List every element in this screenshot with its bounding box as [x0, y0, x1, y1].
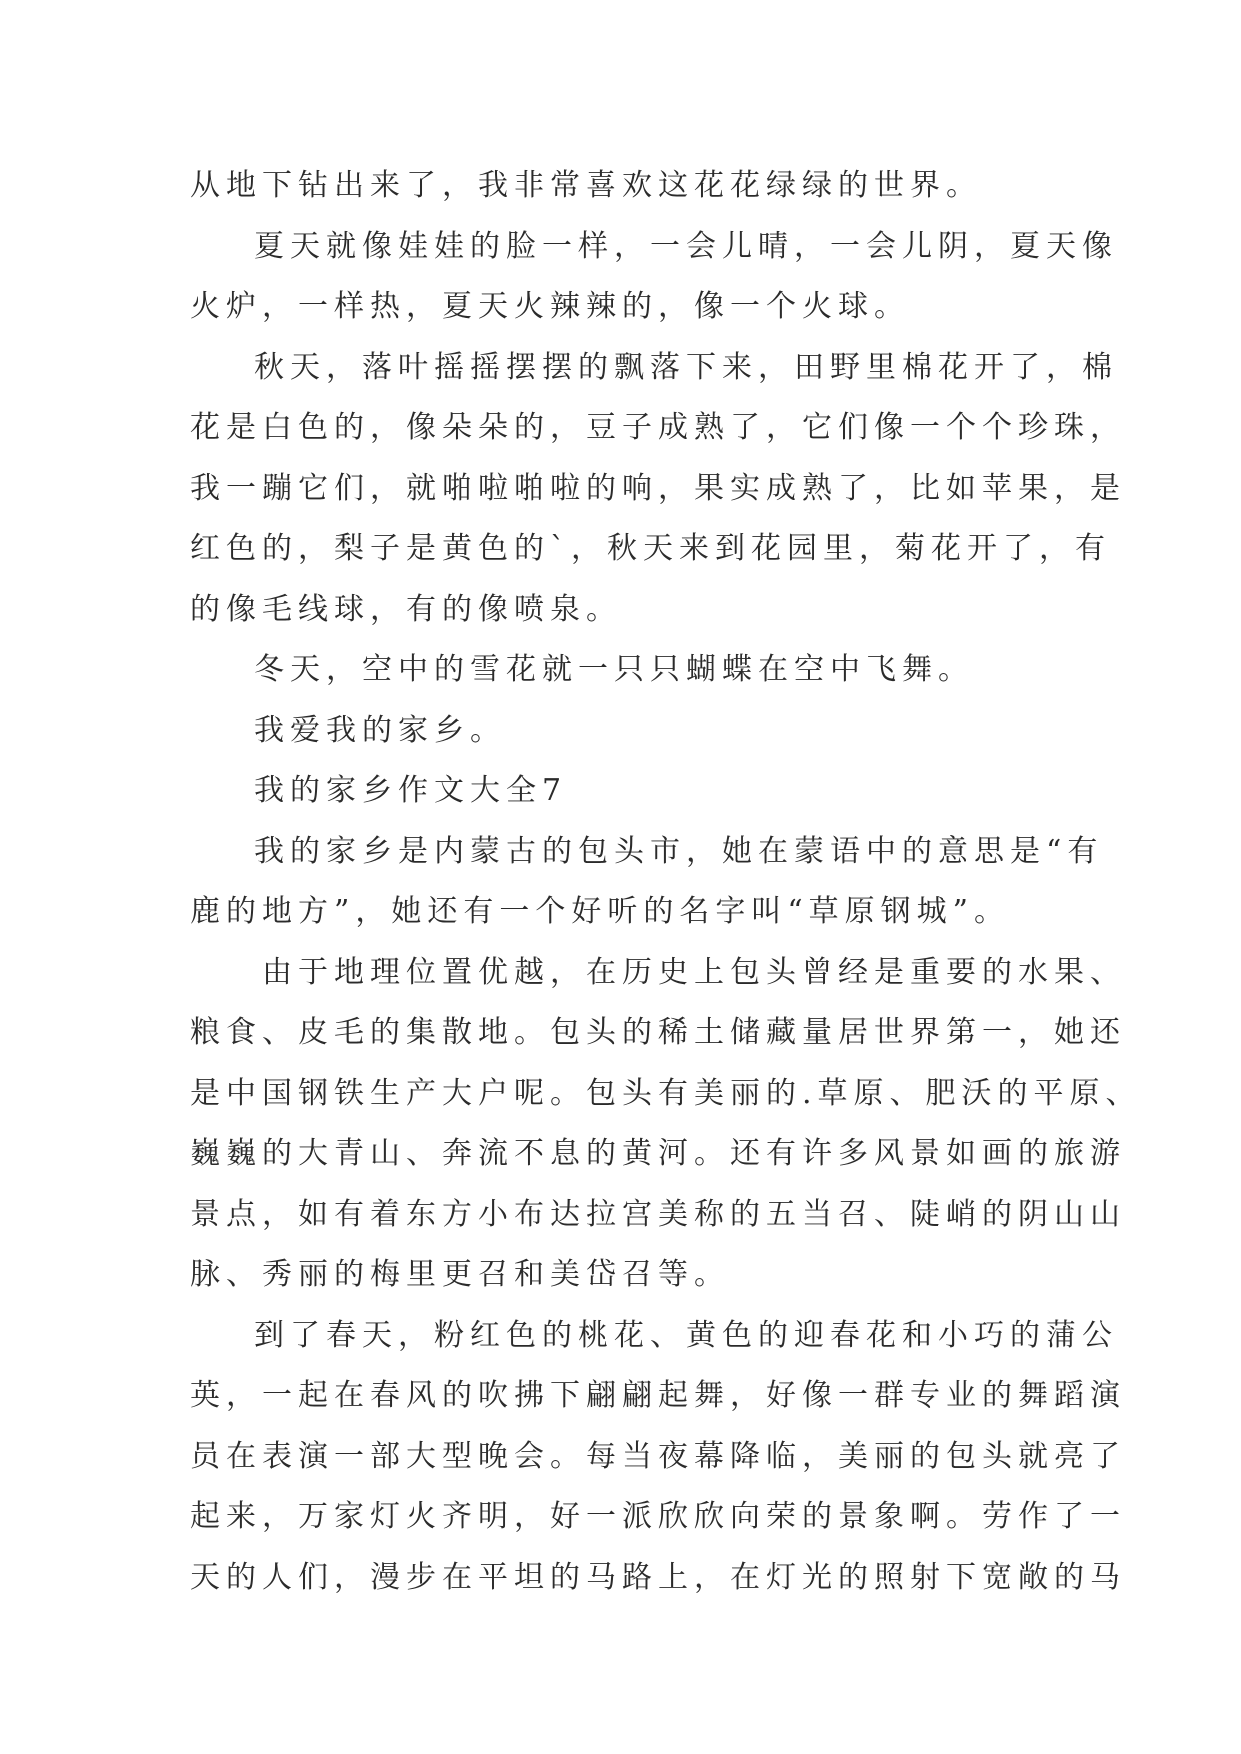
- text-line: 我爱我的家乡。: [254, 712, 506, 748]
- text-line: 天的人们，漫步在平坦的马路上，在灯光的照射下宽敞的马: [190, 1559, 1126, 1595]
- text-line: 脉、秀丽的梅里更召和美岱召等。: [190, 1257, 730, 1292]
- text-line: 起来，万家灯火齐明，好一派欣欣向荣的景象啊。劳作了一: [190, 1499, 1126, 1534]
- text-line: 的像毛线球，有的像喷泉。: [190, 591, 622, 627]
- section-heading: 我的家乡作文大全7: [254, 773, 568, 808]
- text-line: 从地下钻出来了，我非常喜欢这花花绿绿的世界。: [190, 168, 982, 203]
- text-line: 我的家乡是内蒙古的包头市，她在蒙语中的意思是“有: [254, 833, 1104, 869]
- text-line: 秋天，落叶摇摇摆摆的飘落下来，田野里棉花开了，棉: [254, 349, 1118, 385]
- text-line: 红色的，梨子是黄色的`，秋天来到花园里，菊花开了，有: [190, 531, 1111, 566]
- text-line: 我一蹦它们，就啪啦啪啦的响，果实成熟了，比如苹果，是: [190, 470, 1126, 506]
- text-line: 由于地理位置优越，在历史上包头曾经是重要的水果、: [262, 954, 1126, 990]
- text-line: 英，一起在春风的吹拂下翩翩起舞，好像一群专业的舞蹈演: [190, 1378, 1126, 1413]
- text-line: 鹿的地方”，她还有一个好听的名字叫“草原钢城”。: [190, 894, 1011, 929]
- text-line: 花是白色的，像朵朵的，豆子成熟了，它们像一个个珍珠，: [190, 410, 1126, 445]
- text-line: 是中国钢铁生产大户呢。包头有美丽的.草原、肥沃的平原、: [190, 1075, 1142, 1111]
- text-line: 冬天，空中的雪花就一只只蝴蝶在空中飞舞。: [254, 652, 974, 687]
- document-body: [190, 156, 1142, 1608]
- text-line: 火炉，一样热，夏天火辣辣的，像一个火球。: [190, 289, 910, 324]
- text-line: 景点，如有着东方小布达拉宫美称的五当召、陡峭的阴山山: [190, 1196, 1126, 1232]
- text-line: 到了春天，粉红色的桃花、黄色的迎春花和小巧的蒲公: [254, 1317, 1118, 1353]
- text-line: 巍巍的大青山、奔流不息的黄河。还有许多风景如画的旅游: [190, 1136, 1126, 1171]
- text-line: 员在表演一部大型晚会。每当夜幕降临，美丽的包头就亮了: [190, 1438, 1126, 1474]
- text-line: 粮食、皮毛的集散地。包头的稀土储藏量居世界第一，她还: [190, 1015, 1126, 1050]
- text-line: 夏天就像娃娃的脸一样，一会儿晴，一会儿阴，夏天像: [254, 228, 1118, 264]
